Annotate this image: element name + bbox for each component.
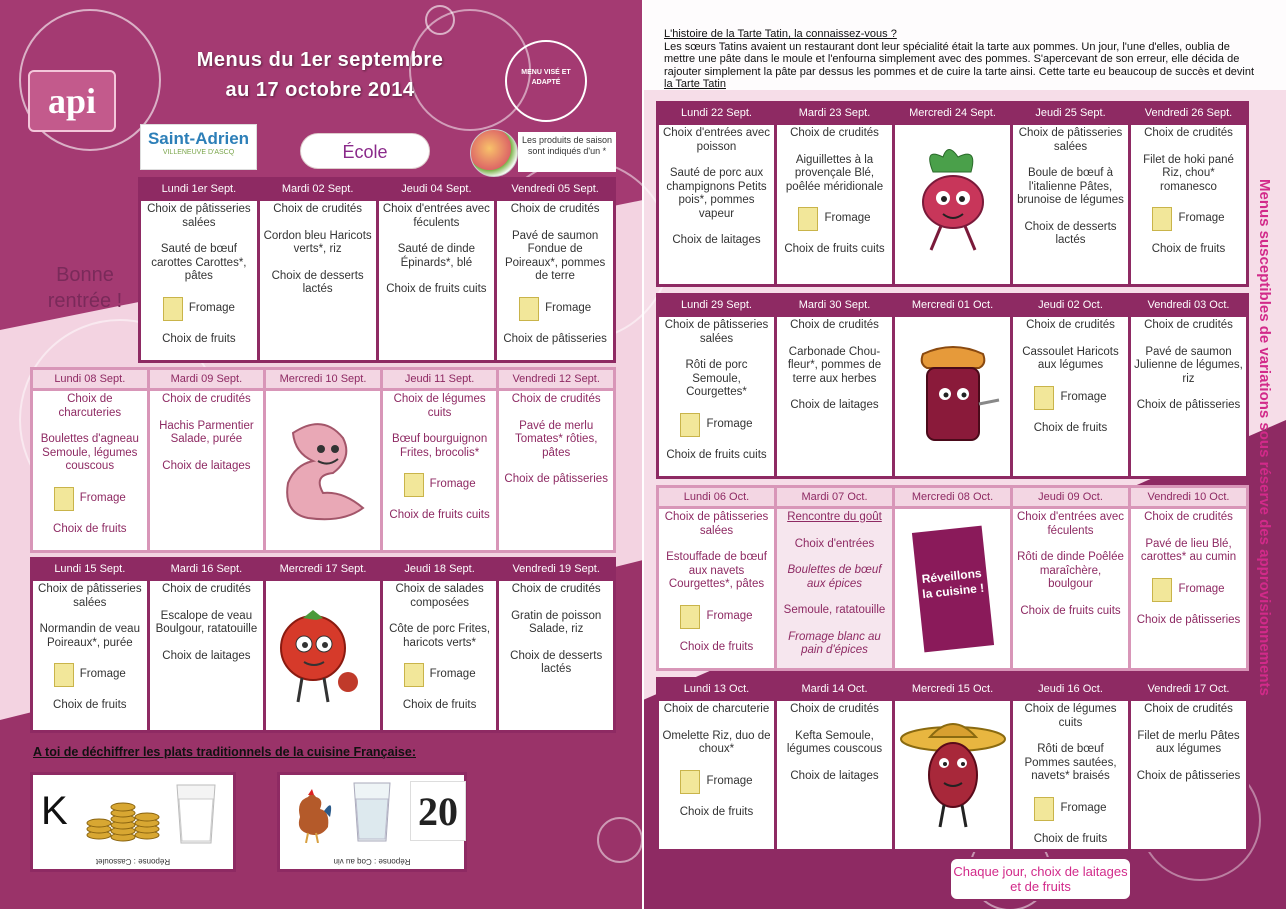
cheese-label-icon <box>680 770 700 794</box>
reveillons-badge <box>911 525 993 652</box>
menu-cell <box>379 201 495 360</box>
menu-item: Choix de charcuterie <box>663 703 770 715</box>
tomato-illustration-icon <box>268 598 378 713</box>
fromage-row <box>36 663 144 687</box>
menu-item: Choix de pâtisseries salées <box>147 203 251 229</box>
menu-item: Fromage <box>79 668 126 681</box>
illustration-cell <box>895 509 1010 668</box>
menu-vise-stamp: MENU VISÉ ET ADAPTÉ <box>505 40 587 122</box>
fromage-row <box>500 297 610 321</box>
menu-item: Choix de laitages <box>790 399 879 411</box>
menu-cell <box>141 201 257 360</box>
title-line2: au 17 octobre 2014 <box>225 79 415 101</box>
cheese-label-icon <box>54 663 74 687</box>
fromage-row <box>1134 207 1243 231</box>
cheese-label-icon <box>54 487 74 511</box>
menu-item: Choix de laitages <box>162 459 251 472</box>
illustration-cell <box>266 581 380 730</box>
day-header: Jeudi 25 Sept. <box>1013 104 1128 122</box>
day-header: Lundi 08 Sept. <box>33 370 147 388</box>
fromage-row <box>662 413 771 437</box>
week-6 <box>656 485 1249 671</box>
day-header: Jeudi 09 Oct. <box>1013 488 1128 506</box>
fromage-row <box>386 473 494 497</box>
menu-item: Bœuf bourguignon Frites, brocolis* <box>391 433 488 459</box>
menu-item: Choix de crudités <box>510 203 600 215</box>
menu-item: Choix de pâtisseries salées <box>1018 127 1123 153</box>
menu-item: Choix de crudités <box>1144 127 1233 139</box>
menu-cell <box>659 509 774 668</box>
menu-item: Choix de laitages <box>672 234 761 246</box>
menu-item: Choix de crudités <box>790 703 879 715</box>
day-header: Lundi 22 Sept. <box>659 104 774 122</box>
cheese-label-icon <box>163 297 183 321</box>
illustration-cell <box>895 125 1010 284</box>
fromage-row <box>1134 578 1243 602</box>
puzzle-2 <box>277 772 467 872</box>
title-line1: Menus du 1er septembre <box>196 49 444 71</box>
menu-cell <box>150 391 264 550</box>
menu-item: Côte de porc Frites, haricots verts* <box>389 623 491 649</box>
menu-item: Choix de crudités <box>161 393 251 405</box>
menu-item: Choix de fruits <box>679 805 754 818</box>
illustration-cell <box>266 391 380 550</box>
jar-illustration-icon <box>903 334 1003 459</box>
coins-icon <box>85 787 165 845</box>
day-header: Mardi 14 Oct. <box>777 680 892 698</box>
rooster-icon <box>290 787 334 843</box>
menu-item: Choix d'entrées <box>794 537 875 550</box>
menu-item: Choix de crudités <box>511 583 601 595</box>
menu-cell <box>777 701 892 849</box>
cheese-label-icon <box>1152 207 1172 231</box>
menu-item: Choix de fruits <box>679 640 754 653</box>
week-7 <box>656 677 1249 852</box>
menu-item: Boule de bœuf à l'italienne Pâtes, brunoise de légumes <box>1017 167 1124 206</box>
fromage-row <box>1016 386 1125 410</box>
puzzle-heading: A toi de déchiffrer les plats traditionnels de la cuisine Française: <box>33 745 416 759</box>
fromage-row <box>662 770 771 794</box>
menu-cell <box>33 581 147 730</box>
api-logo: api <box>28 70 116 132</box>
menu-item: Choix de fruits <box>1033 832 1108 845</box>
menu-cell <box>1013 509 1128 668</box>
menu-cell <box>1131 701 1246 849</box>
menu-cell <box>777 509 892 668</box>
menu-cell <box>150 581 264 730</box>
menu-item: Choix de fruits cuits <box>386 283 487 295</box>
menu-item: Choix de fruits <box>1033 421 1108 434</box>
fromage-row <box>36 487 144 511</box>
menu-item: Fromage <box>706 417 753 430</box>
cheese-label-icon <box>404 473 424 497</box>
day-header: Vendredi 03 Oct. <box>1131 296 1246 314</box>
day-header: Mardi 23 Sept. <box>777 104 892 122</box>
week-1 <box>138 177 616 363</box>
menu-item: Choix de desserts lactés <box>510 649 603 675</box>
menu-item: Choix de fruits <box>53 699 127 711</box>
menu-item: Hachis Parmentier Salade, purée <box>159 419 254 445</box>
menu-item: Choix de pâtisseries salées <box>664 511 769 537</box>
day-header: Jeudi 02 Oct. <box>1013 296 1128 314</box>
story-heading: L'histoire de la Tarte Tatin, la connaissez-vous ? <box>664 28 897 40</box>
menu-item: Choix de fruits cuits <box>1020 604 1121 617</box>
illustration-cell <box>895 317 1010 476</box>
day-header: Vendredi 26 Sept. <box>1131 104 1246 122</box>
menu-item: Choix de fruits cuits <box>784 243 885 255</box>
menu-item: Fromage <box>1178 582 1225 595</box>
fromage-row <box>144 297 254 321</box>
day-header: Lundi 15 Sept. <box>33 560 147 578</box>
menu-item: Fromage <box>545 301 592 314</box>
menu-cell <box>1013 701 1128 849</box>
menu-cell <box>33 391 147 550</box>
menu-item: Carbonade Chou-fleur*, pommes de terre aux herbes <box>787 345 882 385</box>
cheese-label-icon <box>404 663 424 687</box>
menu-item: Fromage <box>706 609 753 622</box>
menu-item: Choix de crudités <box>1144 703 1233 715</box>
week-5 <box>656 293 1249 479</box>
fromage-row <box>386 663 494 687</box>
menu-item: Pavé de saumon Julienne de légumes, riz <box>1134 345 1243 385</box>
day-header: Mardi 30 Sept. <box>777 296 892 314</box>
saint-adrien-name: Saint-Adrien <box>147 129 250 148</box>
saison-fruit-icon <box>470 129 518 177</box>
menu-item: Rôti de porc Semoule, Courgettes* <box>685 359 748 398</box>
saint-adrien-sub: VILLENEUVE D'ASCQ <box>162 149 235 156</box>
puzzle-letter: K <box>41 789 68 833</box>
menu-item: Choix de crudités <box>1144 319 1233 331</box>
menu-item: Pavé de lieu Blé, carottes* au cumin <box>1140 537 1237 563</box>
menu-item: Choix de desserts lactés <box>1024 220 1117 246</box>
day-header: Jeudi 16 Oct. <box>1013 680 1128 698</box>
tarte-tatin-story <box>664 28 1260 91</box>
menu-item: Fromage <box>79 491 126 504</box>
menu-item: Choix de laitages <box>162 649 251 662</box>
story-end: la Tarte Tatin <box>664 78 726 90</box>
story-body: Les sœurs Tatins avaient un restaurant dont leur spécialité était la tarte aux pommes. Un jour, l'une d'elles, oublia de mettre une pâte dans le moule et l'enfourna simplement avec des pommes. S'apercevant de son erreur, elle décida de rajouter simplement la pâte par dessus les pommes et de cuire la tarte ainsi. Cette tarte eu beaucoup de succès et devint <box>664 40 1255 78</box>
menu-item: Aiguillettes à la provençale Blé, poêlée méridionale <box>785 153 884 193</box>
saint-adrien-logo <box>140 124 257 170</box>
menu-item: Fromage <box>1060 801 1107 814</box>
cheese-label-icon <box>1034 386 1054 410</box>
ecole-badge: École <box>300 133 430 169</box>
cheese-label-icon <box>798 207 818 231</box>
cheese-label-icon <box>1152 578 1172 602</box>
menu-item: Choix de crudités <box>1144 511 1233 523</box>
menu-item: Semoule, ratatouille <box>783 604 886 616</box>
bonne-rentree: Bonne rentrée ! <box>47 264 123 312</box>
side-note: Menus susceptibles de variations sous réserve des approvisionnements <box>1256 179 1273 696</box>
menu-item: Choix de légumes cuits <box>1024 703 1117 729</box>
reveillons-text: Réveillons la cuisine ! <box>920 565 985 601</box>
cheese-label-icon <box>680 413 700 437</box>
menu-cell <box>1131 509 1246 668</box>
fromage-row <box>662 605 771 629</box>
menu-item: Choix de crudités <box>790 127 879 139</box>
day-header: Vendredi 19 Sept. <box>499 560 613 578</box>
menu-item: Choix de pâtisseries <box>1136 769 1241 782</box>
menu-item: Choix de pâtisseries <box>503 332 607 345</box>
menu-item: Choix d'entrées avec poisson <box>662 127 771 153</box>
week-4 <box>656 101 1249 287</box>
menu-item: Choix de desserts lactés <box>271 269 364 295</box>
menu-cell <box>1131 317 1246 476</box>
menu-item: Choix de pâtisseries <box>504 473 608 485</box>
menu-cell <box>1013 317 1128 476</box>
day-header: Jeudi 04 Sept. <box>379 180 495 198</box>
menu-item: Rencontre du goût <box>787 511 882 523</box>
illustration-cell <box>895 701 1010 849</box>
day-header: Lundi 29 Sept. <box>659 296 774 314</box>
menu-item: Choix de légumes cuits <box>393 393 486 419</box>
menu-item: Choix de pâtisseries salées <box>38 583 142 609</box>
menu-item: Rôti de dinde Poêlée maraîchère, boulgour <box>1017 551 1124 590</box>
menu-item: Fromage <box>188 301 235 314</box>
cheese-label-icon <box>680 605 700 629</box>
cheese-label-icon <box>1034 797 1054 821</box>
day-header: Jeudi 18 Sept. <box>383 560 497 578</box>
menu-item: Pavé de saumon Fondue de Poireaux*, pommes de terre <box>504 229 606 282</box>
day-header: Mercredi 15 Oct. <box>895 680 1010 698</box>
cheese-label-icon <box>519 297 539 321</box>
menu-item: Choix de pâtisseries <box>1136 613 1241 626</box>
menu-cell <box>499 581 613 730</box>
menu-item: Sauté de dinde Épinards*, blé <box>397 243 476 269</box>
menu-cell <box>499 391 613 550</box>
menu-item: Choix de fruits <box>162 332 236 345</box>
day-header: Mercredi 10 Sept. <box>266 370 380 388</box>
fromage-row <box>1016 797 1125 821</box>
week-3 <box>30 557 616 733</box>
day-header: Mardi 07 Oct. <box>777 488 892 506</box>
day-header: Mardi 16 Sept. <box>150 560 264 578</box>
menu-cell <box>383 391 497 550</box>
menu-item: Fromage <box>429 668 476 681</box>
menu-item: Choix de salades composées <box>395 583 484 609</box>
menu-item: Boulettes d'agneau Semoule, légumes couscous <box>40 433 139 472</box>
chaque-jour-note: Chaque jour, choix de laitages et de fruits <box>949 857 1132 901</box>
menu-cell <box>1013 125 1128 284</box>
menu-item: Choix de fruits <box>53 522 127 535</box>
menu-item: Choix de crudités <box>1026 319 1115 331</box>
fromage-row <box>780 207 889 231</box>
menu-item: Choix de laitages <box>790 769 879 782</box>
bean-illustration-icon <box>898 713 1008 838</box>
menu-item: Omelette Riz, duo de choux* <box>662 729 771 755</box>
menu-item: Cassoulet Haricots aux légumes <box>1022 345 1119 371</box>
menu-item: Cordon bleu Haricots verts*, riz <box>263 229 372 255</box>
day-header: Mercredi 17 Sept. <box>266 560 380 578</box>
menu-cell <box>260 201 376 360</box>
menu-item: Estouffade de bœuf aux navets Courgettes*, pâtes <box>666 551 767 590</box>
menu-item: Pavé de merlu Tomates* rôties, pâtes <box>514 419 598 459</box>
page-title <box>170 45 470 105</box>
day-header: Mardi 09 Sept. <box>150 370 264 388</box>
menu-item: Filet de hoki pané Riz, chou* romanesco <box>1143 153 1234 193</box>
puzzle-2-answer: Réponse : Coq au vin <box>333 857 411 866</box>
menu-cell <box>497 201 613 360</box>
menu-item: Boulettes de bœuf aux épices <box>787 564 882 590</box>
menu-item: Rôti de bœuf Pommes sautées, navets* braisés <box>1024 743 1117 782</box>
menu-item: Choix de crudités <box>273 203 363 215</box>
menu-item: Fromage <box>1178 212 1225 225</box>
day-header: Mardi 02 Sept. <box>260 180 376 198</box>
menu-item: Choix de pâtisseries <box>1136 399 1241 411</box>
day-header: Jeudi 11 Sept. <box>383 370 497 388</box>
day-header: Lundi 06 Oct. <box>659 488 774 506</box>
menu-item: Choix d'entrées avec féculents <box>382 203 490 229</box>
menu-item: Normandin de veau Poireaux*, purée <box>39 623 140 649</box>
number-card: 20 <box>410 781 466 841</box>
menu-cell <box>777 125 892 284</box>
day-header: Vendredi 12 Sept. <box>499 370 613 388</box>
day-header: Vendredi 05 Sept. <box>497 180 613 198</box>
week-2 <box>30 367 616 553</box>
menu-item: Escalope de veau Boulgour, ratatouille <box>155 609 258 635</box>
day-header: Lundi 13 Oct. <box>659 680 774 698</box>
menu-item: Choix d'entrées avec féculents <box>1016 511 1125 537</box>
menu-item: Choix de pâtisseries salées <box>664 319 769 345</box>
menu-item: Gratin de poisson Salade, riz <box>511 609 602 635</box>
radish-illustration-icon <box>903 142 1003 267</box>
menu-item: Choix de fruits cuits <box>389 509 490 521</box>
menu-item: Choix de charcuteries <box>58 393 122 419</box>
menu-item: Kefta Semoule, légumes couscous <box>786 729 883 755</box>
menu-cell <box>777 317 892 476</box>
day-header: Mercredi 24 Sept. <box>895 104 1010 122</box>
ham-illustration-icon <box>273 413 373 528</box>
menu-item: Fromage <box>1060 390 1107 403</box>
day-header: Vendredi 17 Oct. <box>1131 680 1246 698</box>
saison-note: Les produits de saison sont indiqués d'un * <box>518 132 616 172</box>
menu-item: Filet de merlu Pâtes aux légumes <box>1137 729 1240 755</box>
day-header: Mercredi 08 Oct. <box>895 488 1010 506</box>
menu-cell <box>383 581 497 730</box>
puzzle-1-answer: Réponse : Cassoulet <box>95 857 171 866</box>
menu-item: Sauté de porc aux champignons Petits pois*, pommes vapeur <box>666 167 767 220</box>
puzzle-1 <box>30 772 236 872</box>
menu-item: Fromage <box>706 774 753 787</box>
menu-item: Sauté de bœuf carottes Carottes*, pâtes <box>151 243 247 282</box>
menu-item: Choix de crudités <box>511 393 601 405</box>
menu-cell <box>659 701 774 849</box>
menu-cell <box>659 317 774 476</box>
day-header: Vendredi 10 Oct. <box>1131 488 1246 506</box>
menu-item: Choix de crudités <box>790 319 879 331</box>
menu-item: Fromage <box>824 212 871 225</box>
menu-item: Fromage <box>429 478 476 491</box>
menu-item: Choix de fruits <box>1151 243 1226 255</box>
milk-glass-icon <box>173 781 219 847</box>
day-header: Lundi 1er Sept. <box>141 180 257 198</box>
menu-item: Fromage blanc au pain d'épices <box>788 630 881 656</box>
day-header: Mercredi 01 Oct. <box>895 296 1010 314</box>
menu-item: Choix de crudités <box>161 583 251 595</box>
menu-cell <box>1131 125 1246 284</box>
water-glass-icon <box>350 779 394 845</box>
menu-item: Choix de fruits cuits <box>666 448 767 461</box>
menu-item: Choix de fruits <box>402 699 477 711</box>
menu-cell <box>659 125 774 284</box>
